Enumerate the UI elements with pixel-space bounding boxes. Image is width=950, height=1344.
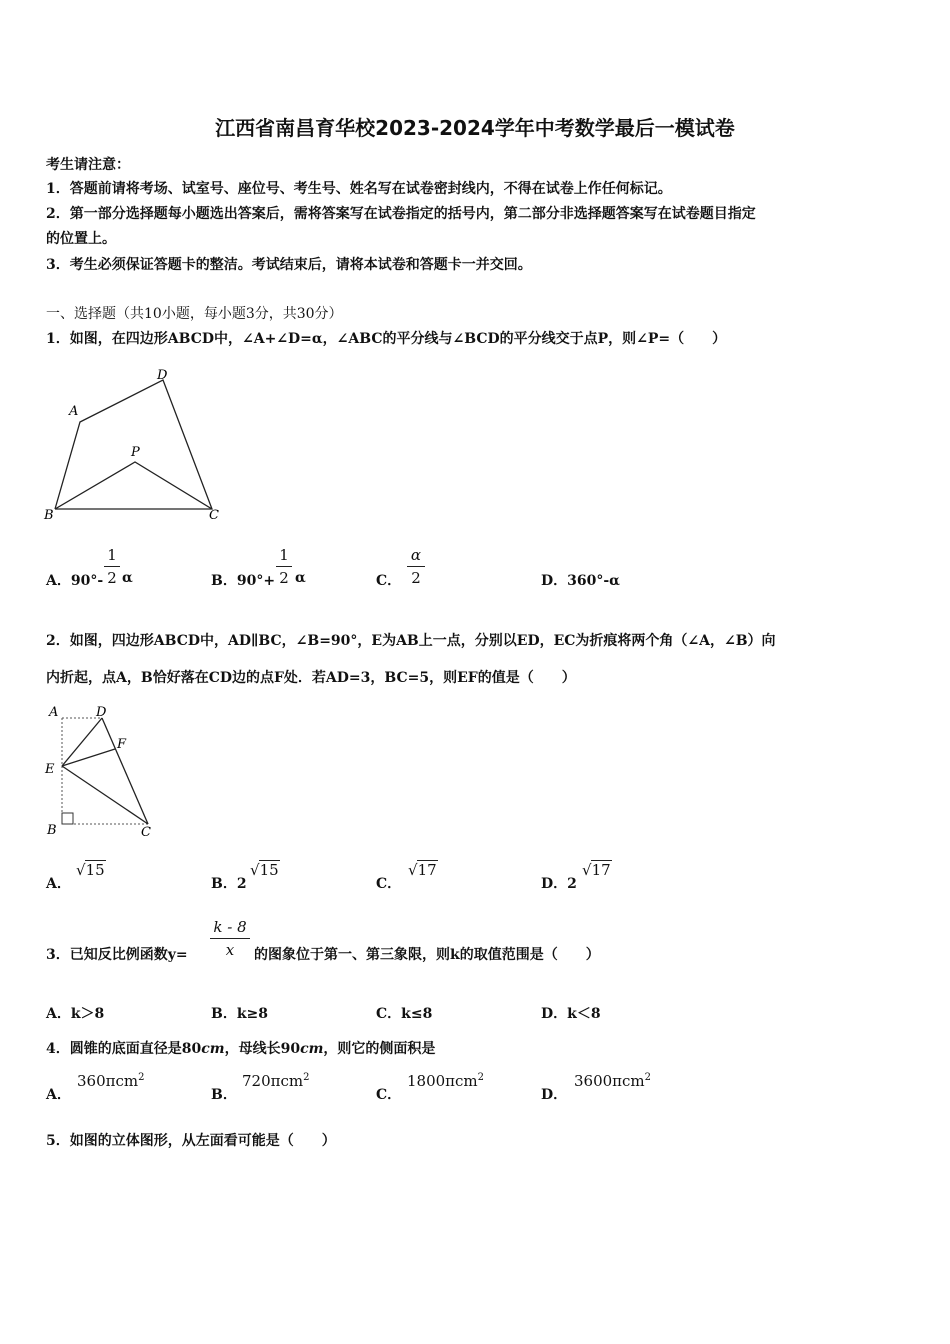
q2-stem-line1: 2．如图，四边形ABCD中，AD∥BC，∠B=90°，E为AB上一点，分别以ED，EC为折痕将两个角（∠A，∠B）向 (46, 633, 776, 649)
q3-option-a[interactable]: A．k＞8 (46, 1006, 105, 1022)
q4-option-c[interactable]: C． (376, 1087, 402, 1103)
q4-unit-1: cm (201, 1041, 225, 1057)
q3-stem-prefix: 3．已知反比例函数y= (46, 947, 188, 963)
q4-option-a-val: 360πcm (77, 1072, 139, 1090)
q1-label-a: A (69, 404, 79, 419)
q2-option-a-radicand: 15 (85, 861, 105, 879)
q4-option-a[interactable]: A． (46, 1087, 71, 1103)
q2-option-c-radicand: 17 (417, 861, 437, 879)
q3-frac-num: k - 8 (213, 918, 247, 936)
q1-option-c-den: 2 (411, 569, 421, 587)
q1-option-a-prefix: A．90°- (46, 573, 104, 589)
q4-option-d-exp: 2 (644, 1072, 652, 1083)
q4-stem (46, 1038, 435, 1058)
page-title: 江西省南昌育华校2023-2024学年中考数学最后一模试卷 (215, 116, 735, 140)
q2-option-c-sqrt: √17 (408, 861, 437, 879)
q4-option-c-exp: 2 (477, 1072, 485, 1083)
q1-label-b: B (44, 508, 54, 523)
notice-item-2-cont: 的位置上。 (46, 231, 116, 247)
q2-label-c: C (141, 825, 151, 840)
q4-option-b[interactable]: B． (211, 1087, 237, 1103)
q4-stem-c: ，则它的侧面积是 (323, 1041, 436, 1057)
q2-option-b[interactable]: B．2 (211, 876, 247, 892)
q1-option-b[interactable] (211, 570, 275, 590)
q4-option-b-value (242, 1072, 310, 1090)
q1-option-c-fraction (407, 546, 425, 587)
q2-figure (40, 700, 160, 842)
q4-option-d-value (574, 1072, 651, 1090)
q4-option-a-value (77, 1072, 145, 1090)
q1-option-b-den: 2 (279, 569, 289, 587)
q3-option-b[interactable]: B．k≥8 (211, 1006, 269, 1022)
q1-label-d: D (157, 368, 168, 383)
q4-option-c-value (407, 1072, 484, 1090)
q4-option-d[interactable]: D． (541, 1087, 568, 1103)
q2-option-a-sqrt: √15 (76, 861, 105, 879)
q1-label-c: C (209, 508, 219, 523)
q1-option-d[interactable]: D．360°-α (541, 573, 620, 589)
q2-option-d-sqrt: √17 (582, 861, 611, 879)
q4-option-d-val: 3600πcm (574, 1072, 645, 1090)
q2-option-a[interactable]: A． (46, 876, 71, 892)
q1-option-a-num: 1 (107, 546, 117, 564)
q2-option-d[interactable]: D．2 (541, 876, 577, 892)
q1-option-a-suffix: α (122, 570, 133, 586)
notice-item-3: 3．考生必须保证答题卡的整洁。考试结束后，请将本试卷和答题卡一并交回。 (46, 257, 532, 273)
q1-stem: 1．如图，在四边形ABCD中，∠A+∠D=α，∠ABC的平分线与∠BCD的平分线交于点P，则∠P=（ ） (46, 331, 727, 347)
q4-stem-b: ，母线长90 (224, 1041, 301, 1057)
q1-figure (40, 362, 240, 527)
q1-option-c[interactable]: C． (376, 573, 402, 589)
q4-option-c-val: 1800πcm (407, 1072, 478, 1090)
q1-option-a-fraction (104, 546, 120, 587)
q2-option-c[interactable]: C． (376, 876, 402, 892)
q4-option-b-exp: 2 (303, 1072, 310, 1083)
q4-option-a-exp: 2 (138, 1072, 145, 1083)
q3-frac-den: x (225, 941, 235, 959)
q1-label-p: P (131, 445, 140, 460)
q2-label-d: D (96, 705, 107, 720)
q2-option-d-radicand: 17 (591, 861, 611, 879)
q2-option-b-radicand: 15 (259, 861, 279, 879)
q1-option-b-prefix: B．90°+ (211, 573, 276, 589)
q1-option-b-fraction (276, 546, 292, 587)
q4-option-b-val: 720πcm (242, 1072, 304, 1090)
q3-stem-suffix: 的图象位于第一、第三象限，则k的取值范围是（ ） (254, 947, 600, 963)
q2-label-a: A (49, 705, 59, 720)
q3-option-d[interactable]: D．k＜8 (541, 1006, 601, 1022)
q5-stem: 5．如图的立体图形，从左面看可能是（ ） (46, 1133, 336, 1149)
section-heading: 一、选择题（共10小题，每小题3分，共30分） (46, 306, 343, 322)
q2-option-b-sqrt: √15 (250, 861, 279, 879)
q4-stem-a: 4．圆锥的底面直径是80 (46, 1041, 202, 1057)
notice-heading: 考生请注意： (46, 157, 130, 173)
q3-fraction (210, 918, 250, 959)
q4-unit-2: cm (300, 1041, 324, 1057)
notice-item-1: 1．答题前请将考场、试室号、座位号、考生号、姓名写在试卷密封线内，不得在试卷上作任何标记。 (46, 181, 672, 197)
q2-label-f: F (117, 737, 127, 752)
q1-option-c-num: α (410, 546, 422, 564)
q1-option-b-suffix: α (295, 570, 306, 586)
q3-option-c[interactable]: C．k≤8 (376, 1006, 433, 1022)
q1-option-a-den: 2 (107, 569, 117, 587)
q1-option-b-num: 1 (279, 546, 289, 564)
q1-option-a[interactable] (46, 570, 103, 590)
notice-item-2: 2．第一部分选择题每小题选出答案后，需将答案写在试卷指定的括号内，第二部分非选择题答案写在试卷题目指定 (46, 206, 756, 222)
q2-stem-line2: 内折起，点A，B恰好落在CD边的点F处．若AD=3，BC=5，则EF的值是（ ） (46, 670, 576, 686)
q2-label-b: B (47, 823, 57, 838)
q2-label-e: E (45, 762, 55, 777)
